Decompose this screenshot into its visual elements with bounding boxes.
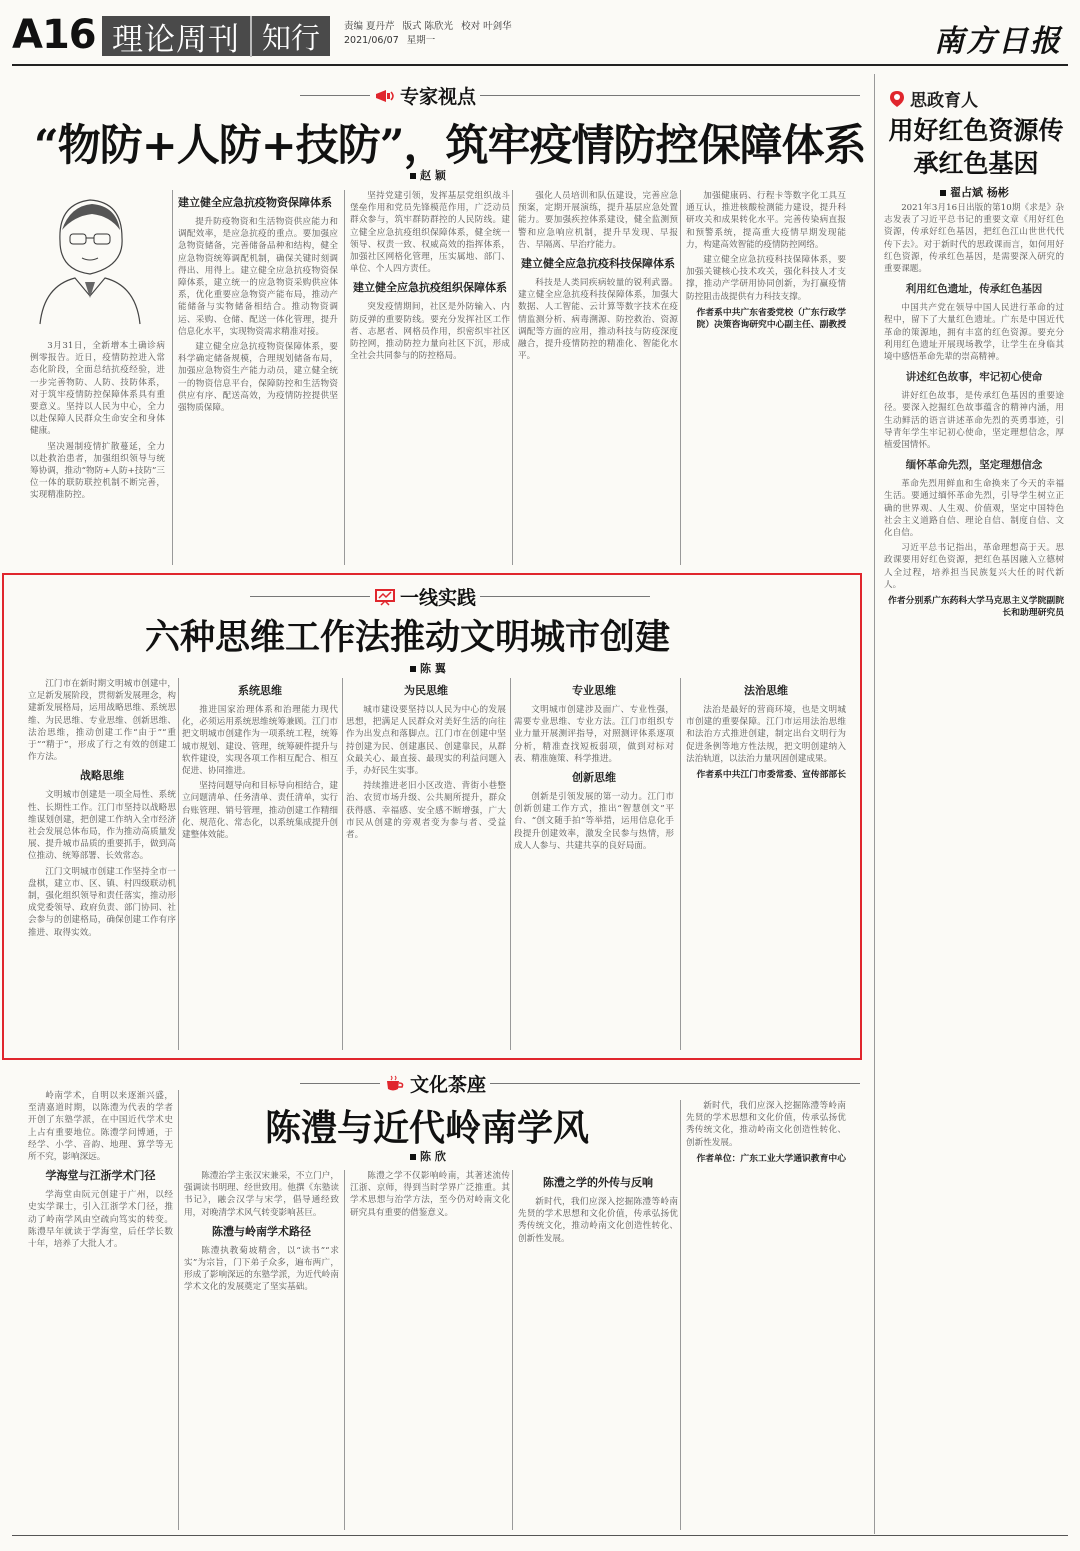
subhead: 创新思维 bbox=[572, 771, 616, 785]
article2-col3 bbox=[346, 678, 506, 1050]
paragraph: 岭南学术，自明以来逐渐兴盛，至清嘉道时期，以陈澧为代表的学者开创了东塾学派，在中国近代学术史上占有重要地位。陈澧学问博通，于经学、小学、音韵、地理、算学等无所不究，影响深远。 bbox=[28, 1091, 173, 1163]
article2-col1 bbox=[28, 678, 176, 1050]
banner-line-right bbox=[480, 95, 860, 96]
paragraph: 2021年3月16日出版的第10期《求是》杂志发表了习近平总书记的重要文章《用好红色资源，传承好红色基因，把红色江山世世代代传下去》。对于新时代的思政课而言，如何用好红色资源，传承红色基因，是需要深入研究的重要课题。 bbox=[884, 203, 1064, 275]
paragraph: 建立健全应急抗疫科技保障体系，要加强关键核心技术攻关，强化科技人才支撑，推动产学研用协同创新，为打赢疫情防控阻击战提供有力科技支撑。 bbox=[686, 255, 846, 302]
masthead bbox=[12, 10, 1068, 60]
column-banner-expert bbox=[300, 82, 860, 109]
paragraph: 中国共产党在领导中国人民进行革命的过程中，留下了大量红色遗址。广东是中国近代革命的策源地，拥有丰富的红色资源。要充分利用红色遗址开展现场教学，让学生在身临其境中感悟革命先辈的崇高精神。 bbox=[884, 303, 1064, 363]
subhead: 陈澧与岭南学术路径 bbox=[212, 1224, 311, 1238]
paragraph: 突发疫情期间，社区是外防输入、内防反弹的重要防线。要充分发挥社区工作者、志愿者、网格员作用，织密织牢社区防控网，推动防控力量向社区下沉，形成全社会共同参与的防控格局。 bbox=[350, 302, 510, 362]
author-credit: 作者系中共广东省委党校（广东行政学院）决策咨询研究中心副主任、副教授 bbox=[696, 307, 846, 330]
paragraph: 学海堂由阮元创建于广州，以经史实学课士，引入江浙学术门径，推动了岭南学风由空疏向笃实的转变。陈澧早年就读于学海堂，后任学长数十年，培养了大批人才。 bbox=[28, 1190, 173, 1250]
author-credit: 作者系中共江门市委常委、宣传部部长 bbox=[696, 770, 846, 781]
paragraph: 文明城市创建涉及面广、专业性强，需要专业思维、专业方法。江门市组织专业力量开展测评指导，对照测评体系逐项分析，精准查找短板弱项，做到对标对表、精准施策、科学推进。 bbox=[514, 705, 674, 764]
teacup-icon bbox=[384, 1075, 406, 1093]
column-divider bbox=[680, 678, 681, 1050]
paragraph: 革命先烈用鲜血和生命换来了今天的幸福生活。要通过缅怀革命先烈，引导学生树立正确的世界观、人生观、价值观，坚定中国特色社会主义道路自信、理论自信、制度自信、文化自信。 bbox=[884, 479, 1064, 539]
editor: 责编 夏丹芹 bbox=[344, 21, 395, 32]
author-credit: 作者分别系广东药科大学马克思主义学院副院长和助理研究员 bbox=[888, 596, 1064, 619]
section-banner bbox=[102, 16, 330, 56]
subhead: 陈澧之学的外传与反响 bbox=[543, 1176, 653, 1189]
byline-right-column: 翟占斌 杨彬 bbox=[940, 184, 1009, 200]
column-divider bbox=[344, 190, 345, 565]
headline-right-column: 用好红色资源传承红色基因 bbox=[888, 116, 1064, 178]
article1-col3 bbox=[350, 190, 510, 565]
banner-line-left bbox=[300, 95, 370, 96]
column-label-practice: 一线实践 bbox=[400, 587, 477, 609]
paragraph: 坚持问题导向和目标导向相结合，建立问题清单、任务清单、责任清单，实行台账管理、销号管理，推动创建工作精细化、规范化、常态化，以系统集成提升创建整体效能。 bbox=[182, 781, 338, 841]
location-pin-icon bbox=[888, 90, 906, 108]
paragraph: 陈澧治学主张汉宋兼采，不立门户，强调读书明理、经世致用。他撰《东塾读书记》，融会汉学与宋学，倡导通经致用，对晚清学术风气转变影响甚巨。 bbox=[184, 1171, 339, 1218]
article1-col5 bbox=[686, 190, 846, 565]
column-banner-ideology bbox=[888, 86, 978, 111]
article2-col5 bbox=[686, 678, 846, 1050]
banner-line-left bbox=[300, 1083, 380, 1084]
paragraph: 提升防疫物资和生活物资供应能力和调配效率，是应急抗疫的重点。要加强应急物资储备，完善储备品种和结构，健全应急物资统筹调配机制，确保关键时刻调得出、用得上。建立健全应急抗疫物资保障体系，建立统一的应急物资采购供应体系，优化重要应急物资产能布局，推动产能储备与实物储备相结合。推动物资调运、采购、仓储、配送一体化管理，提升信息化水平，实现物资需求精准对接。 bbox=[178, 217, 338, 337]
paragraph: 科技是人类同疾病较量的锐利武器。建立健全应急抗疫科技保障体系，加强大数据、人工智能、云计算等数字技术在疫情监测分析、病毒溯源、防控救治、资源调配等方面的应用，推动科技与防疫深度融合，提升疫情防控的精准化、智能化水平。 bbox=[518, 278, 678, 362]
subhead: 为民思维 bbox=[404, 684, 448, 697]
right-column-body bbox=[884, 202, 1064, 1522]
paragraph: 陈澧之学不仅影响岭南，其著述流传江浙、京师，得到当时学界广泛推重。其学术思想与治学方法，至今仍对岭南文化研究具有重要的借鉴意义。 bbox=[350, 1171, 510, 1218]
byline-article1: 赵 颖 bbox=[410, 167, 446, 183]
column-divider bbox=[172, 190, 173, 565]
paragraph: 讲好红色故事，是传承红色基因的重要途径。要深入挖掘红色故事蕴含的精神内涵，用生动鲜活的语言讲述革命先烈的英勇事迹，引导青年学生牢记初心使命，坚定理想信念，厚植爱国情怀。 bbox=[884, 391, 1064, 451]
article2-col4 bbox=[514, 678, 674, 1050]
paragraph: 3月31日，全新增本土确诊病例零报告。近日，疫情防控进入常态化阶段，全面总结抗疫经验，进一步完善物防、人防、技防体系，对于筑牢疫情防控保障体系具有重要意义。坚持以人民为中心，全力以赴保障人民群众生命安全和身体健康。 bbox=[30, 341, 165, 437]
article3-col2 bbox=[184, 1170, 339, 1530]
paragraph: 推进国家治理体系和治理能力现代化，必须运用系统思维统筹兼顾。江门市把文明城市创建作为一项系统工程，统筹城市规划、建设、管理，统筹硬件提升与软件建设，实现各项工作相互配合、相互促进、协同推进。 bbox=[182, 705, 338, 777]
subhead: 建立健全应急抗疫科技保障体系 bbox=[521, 257, 675, 271]
column-divider bbox=[178, 1090, 179, 1530]
paragraph: 坚持党建引领，发挥基层党组织战斗堡垒作用和党员先锋模范作用，广泛动员群众参与，筑牢群防群控的人民防线。建立健全应急抗疫组织保障体系，健全统一领导、权责一致、权威高效的指挥体系，加强社区网格化管理，压实属地、部门、单位、个人四方责任。 bbox=[350, 191, 510, 275]
proofreader: 校对 叶剑华 bbox=[461, 21, 512, 32]
column-banner-culture bbox=[300, 1070, 860, 1097]
banner-line-right bbox=[480, 596, 650, 597]
article1-col1 bbox=[30, 340, 165, 562]
edition-meta bbox=[344, 20, 520, 48]
banner-line-right bbox=[490, 1083, 860, 1084]
author-portrait-sketch bbox=[30, 186, 150, 326]
subhead: 利用红色遗址，传承红色基因 bbox=[905, 283, 1043, 296]
subhead: 战略思维 bbox=[80, 769, 124, 783]
paragraph: 江门文明城市创建工作坚持全市一盘棋，建立市、区、镇、村四级联动机制，强化组织领导和责任落实，推动形成党委领导、政府负责、部门协同、社会参与的创建格局，确保创建工作有序推进、取得实效。 bbox=[28, 866, 176, 938]
column-divider bbox=[344, 1170, 345, 1530]
subhead: 法治思维 bbox=[744, 684, 788, 697]
paragraph: 江门市在新时期文明城市创建中，立足新发展阶段，贯彻新发展理念，构建新发展格局，运用战略思维、系统思维、为民思维、专业思维、创新思维、法治思维，推动创建工作“由于”“重于”“精于”，形成了行之有效的创建工作方法。 bbox=[28, 679, 176, 763]
right-column-divider bbox=[874, 74, 875, 1534]
byline-article2: 陈 翼 bbox=[410, 660, 446, 676]
headline-article1: “物防+人防+技防”，筑牢疫情防控保障体系 bbox=[34, 121, 866, 171]
subsection-title: 知行 bbox=[250, 16, 330, 57]
banner-line-left bbox=[250, 596, 370, 597]
headline-article3: 陈澧与近代岭南学风 bbox=[265, 1107, 590, 1149]
subhead: 学海堂与江浙学术门径 bbox=[45, 1169, 156, 1183]
paragraph: 强化人员培训和队伍建设，完善应急预案，定期开展演练，提升基层应急处置能力。要加强疾控体系建设，健全监测预警和应急响应机制，提升早发现、早报告、早隔离、早治疗能力。 bbox=[518, 191, 678, 250]
presentation-board-icon bbox=[374, 588, 396, 606]
subhead: 系统思维 bbox=[238, 684, 282, 697]
article2-col2 bbox=[182, 678, 338, 1050]
paragraph: 城市建设要坚持以人民为中心的发展思想，把满足人民群众对美好生活的向往作为出发点和落脚点。江门市在创建中坚持创建为民、创建惠民、创建靠民，从群众最关心、最直接、最现实的利益问题入手，办好民生实事。 bbox=[346, 705, 506, 777]
column-divider bbox=[680, 190, 681, 565]
column-divider bbox=[510, 678, 511, 1050]
paragraph: 习近平总书记指出，革命理想高于天。思政课要用好红色资源，把红色基因融入立德树人全过程，培养担当民族复兴大任的时代新人。 bbox=[884, 543, 1064, 590]
subhead: 专业思维 bbox=[572, 684, 616, 697]
paragraph: 创新是引领发展的第一动力。江门市创新创建工作方式，推出“智慧创文”平台、“创文随手拍”等举措，运用信息化手段提升创建效率，激发全民参与热情，形成人人参与、共建共享的良好局面。 bbox=[514, 792, 674, 851]
article3-col4 bbox=[518, 1170, 678, 1530]
paragraph: 新时代，我们应深入挖掘陈澧等岭南先贤的学术思想和文化价值，传承弘扬优秀传统文化，推动岭南文化创造性转化、创新性发展。 bbox=[686, 1101, 846, 1148]
megaphone-icon bbox=[374, 87, 396, 105]
article1-col2 bbox=[178, 190, 338, 565]
paragraph: 持续推进老旧小区改造、背街小巷整治、农贸市场升级、公共厕所提升，群众获得感、幸福感、安全感不断增强，广大市民从创建的旁观者变为参与者、受益者。 bbox=[346, 781, 506, 841]
paragraph: 坚决遏制疫情扩散蔓延，全力以赴救治患者，加强组织领导与统筹协调，推动“物防+人防+技防”三位一体的联防联控机制不断完善，实现精准防控。 bbox=[30, 441, 165, 501]
date: 2021/06/07 bbox=[344, 35, 399, 46]
paragraph: 陈澧执教菊坡精舍，以“读书”“求实”为宗旨，门下弟子众多，遍布两广，形成了影响深远的东塾学派，为近代岭南学术文化的发展奠定了坚实基础。 bbox=[184, 1245, 339, 1293]
column-divider bbox=[178, 678, 179, 1050]
subhead: 建立健全应急抗疫组织保障体系 bbox=[353, 281, 507, 295]
column-divider bbox=[342, 678, 343, 1050]
page-number: A16 bbox=[12, 12, 96, 58]
newspaper-logo: 南方日报 bbox=[934, 24, 1062, 59]
designer: 版式 陈欣光 bbox=[402, 21, 454, 32]
author-credit: 作者单位：广东工业大学通识教育中心 bbox=[696, 1153, 846, 1164]
bottom-rule bbox=[12, 1535, 1068, 1536]
paragraph: 加强健康码、行程卡等数字化工具互通互认，推进核酸检测能力建设，提升科研攻关和成果转化水平。完善传染病直报和预警系统，提高重大疫情早期发现能力，构建高效智能的疫情防控网络。 bbox=[686, 191, 846, 250]
subhead: 建立健全应急抗疫物资保障体系 bbox=[178, 196, 332, 209]
subhead: 缅怀革命先烈，坚定理想信念 bbox=[905, 459, 1043, 472]
column-divider bbox=[680, 1100, 681, 1530]
subhead: 讲述红色故事，牢记初心使命 bbox=[905, 371, 1043, 384]
headline-article2: 六种思维工作法推动文明城市创建 bbox=[145, 617, 671, 658]
article3-col1 bbox=[28, 1090, 173, 1530]
article3-col3 bbox=[350, 1170, 510, 1530]
column-banner-practice bbox=[250, 583, 650, 610]
column-label-ideology: 思政育人 bbox=[910, 91, 978, 111]
paragraph: 建立健全应急抗疫物资保障体系，要科学确定储备规模，合理规划储备布局，加强应急物资生产能力动员，建立健全统一的物资信息平台，保障防控和生活物资供应有序、配送高效，为疫情防控提供坚强物质保障。 bbox=[178, 342, 338, 414]
article1-col4 bbox=[518, 190, 678, 565]
byline-article3: 陈 欣 bbox=[410, 1148, 446, 1164]
column-label-culture: 文化茶座 bbox=[410, 1074, 487, 1096]
column-divider bbox=[512, 1170, 513, 1530]
column-divider bbox=[512, 190, 513, 565]
section-title: 理论周刊 bbox=[112, 21, 240, 58]
paragraph: 新时代，我们应深入挖掘陈澧等岭南先贤的学术思想和文化价值，传承弘扬优秀传统文化，推动岭南文化创造性转化、创新性发展。 bbox=[518, 1197, 678, 1244]
column-label-expert: 专家视点 bbox=[400, 86, 477, 108]
weekday: 星期一 bbox=[406, 35, 436, 46]
masthead-rule bbox=[12, 64, 1068, 66]
paragraph: 法治是最好的营商环境，也是文明城市创建的重要保障。江门市运用法治思维和法治方式推进创建，制定出台文明行为促进条例等地方性法规，把文明创建纳入法治轨道，以法治力量巩固创建成果。 bbox=[686, 705, 846, 764]
paragraph: 文明城市创建是一项全局性、系统性、长期性工作。江门市坚持以战略思维谋划创建，把创建工作纳入全市经济社会发展总体布局，作为推动高质量发展、提升城市品质的重要抓手，做到高位推动、统筹部署、长效常态。 bbox=[28, 790, 176, 862]
article3-col5 bbox=[686, 1100, 846, 1530]
